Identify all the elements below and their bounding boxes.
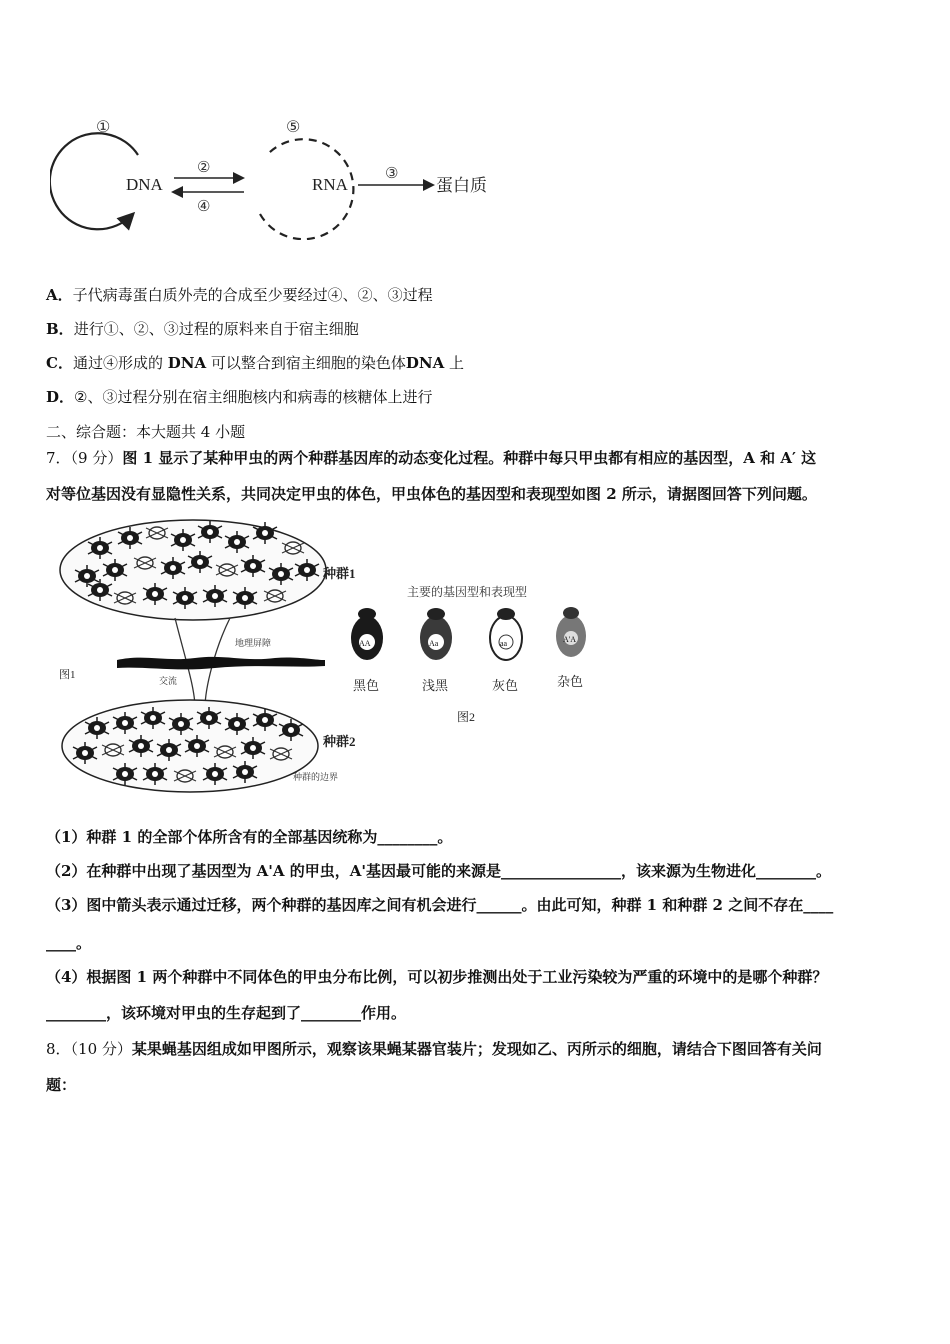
label-1: ① <box>96 119 111 136</box>
beetle-population-figure <box>55 518 615 800</box>
option-d <box>46 386 432 408</box>
label-5: ⑤ <box>286 119 301 136</box>
q8-number: 8． <box>46 1040 71 1058</box>
population-1-label: 种群1 <box>323 566 356 581</box>
protein-label: 蛋白质 <box>436 176 487 195</box>
q7-sub-4-line-2: ________，该环境对甲虫的生存起到了________作用。 <box>46 1004 407 1022</box>
q7-sub-4-line-1: （4）根据图 1 两个种群中不同体色的甲虫分布比例，可以初步推测出处于工业污染较为严重的环境中的是哪个种群？ <box>46 968 828 986</box>
phenotype-3: 灰色 <box>492 678 519 693</box>
genotype-beetle-aa-light-black <box>420 608 452 660</box>
genotype-1: AA <box>359 639 371 648</box>
dna-label: DNA <box>126 175 163 194</box>
q8-stem-line-1 <box>46 1038 822 1060</box>
option-c-text-2: 可以整合到宿主细胞的染色体 <box>210 354 406 372</box>
option-c-text-3: 上 <box>449 354 465 372</box>
option-c-dna-2: DNA <box>405 354 445 372</box>
option-d-text: ②、③过程分别在宿主细胞核内和病毒的核糖体上进行 <box>74 388 433 406</box>
population-2-label: 种群2 <box>323 734 356 749</box>
q7-stem-line-1 <box>46 447 816 469</box>
figure-2-label: 图2 <box>457 710 476 724</box>
option-c-text-1: 通过④形成的 <box>72 354 163 372</box>
label-4: ④ <box>197 199 211 215</box>
option-c-dna-1: DNA <box>167 354 207 372</box>
phenotype-2: 浅黑 <box>422 678 449 693</box>
label-2: ② <box>197 160 211 176</box>
option-b <box>46 318 359 340</box>
genotype-beetle-gray <box>490 608 522 660</box>
q7-sub-3-line-2: ____。 <box>46 934 92 952</box>
exchange-label: 交流 <box>159 676 178 686</box>
q7-sub-1: （1）种群 1 的全部个体所含有的全部基因统称为________。 <box>46 828 453 846</box>
section-heading: 二、综合题：本大题共 4 小题 <box>46 423 246 441</box>
q7-stem-line-2: 对等位基因没有显隐性关系，共同决定甲虫的体色，甲虫体色的基因型和表现型如图 2 所示，请据图回答下列问题。 <box>46 485 817 503</box>
option-c <box>46 352 464 374</box>
option-b-key: B． <box>46 320 74 338</box>
phenotype-1: 黑色 <box>353 678 380 693</box>
genotype-2: Aa <box>429 639 439 648</box>
q8-stem-line-2: 题： <box>46 1076 77 1094</box>
phenotype-4: 杂色 <box>557 674 584 689</box>
q7-sub-3-line-1: （3）图中箭头表示通过迁移，两个种群的基因库之间有机会进行______。由此可知，种群 1 和种群 2 之间不存在____ <box>46 896 834 914</box>
central-dogma-diagram <box>50 110 520 240</box>
q7-stem-1: 图 1 显示了某种甲虫的两个种群基因库的动态变化过程。种群中每只甲虫都有相应的基因型，A 和 A′ 这 <box>122 449 817 467</box>
boundary-label: 种群的边界 <box>293 772 339 782</box>
figure-1-label: 图1 <box>59 669 76 681</box>
option-b-text: 进行①、②、③过程的原料来自于宿主细胞 <box>73 320 359 338</box>
genotype-4: A'A <box>563 635 576 644</box>
genotype-beetle-mottled <box>556 607 586 657</box>
rna-label: RNA <box>312 175 348 194</box>
figure-2-title: 主要的基因型和表现型 <box>407 585 528 599</box>
replication-loop-1 <box>50 133 138 229</box>
option-a-key: A． <box>46 286 73 304</box>
q7-sub-2: （2）在种群中出现了基因型为 A'A 的甲虫，A'基因最可能的来源是________________，该来源为生物进化________。 <box>46 862 831 880</box>
option-d-key: D． <box>46 388 75 406</box>
option-c-key: C． <box>46 354 73 372</box>
genotype-beetle-aa-black <box>351 608 383 660</box>
q7-number: 7． <box>46 449 71 467</box>
option-a-text: 子代病毒蛋白质外壳的合成至少要经过④、②、③过程 <box>72 286 433 304</box>
barrier-label: 地理屏障 <box>235 638 272 648</box>
q8-stem-1: 某果蝇基因组成如甲图所示，观察该果蝇某器官装片；发现如乙、丙所示的细胞，请结合下图回答有关问 <box>131 1040 822 1058</box>
label-3: ③ <box>385 166 399 182</box>
genotype-3: aa <box>500 639 508 648</box>
option-a <box>46 284 433 306</box>
q8-score: （10 分） <box>70 1040 132 1058</box>
q7-score: （9 分） <box>70 449 123 467</box>
geographic-barrier <box>117 657 325 670</box>
